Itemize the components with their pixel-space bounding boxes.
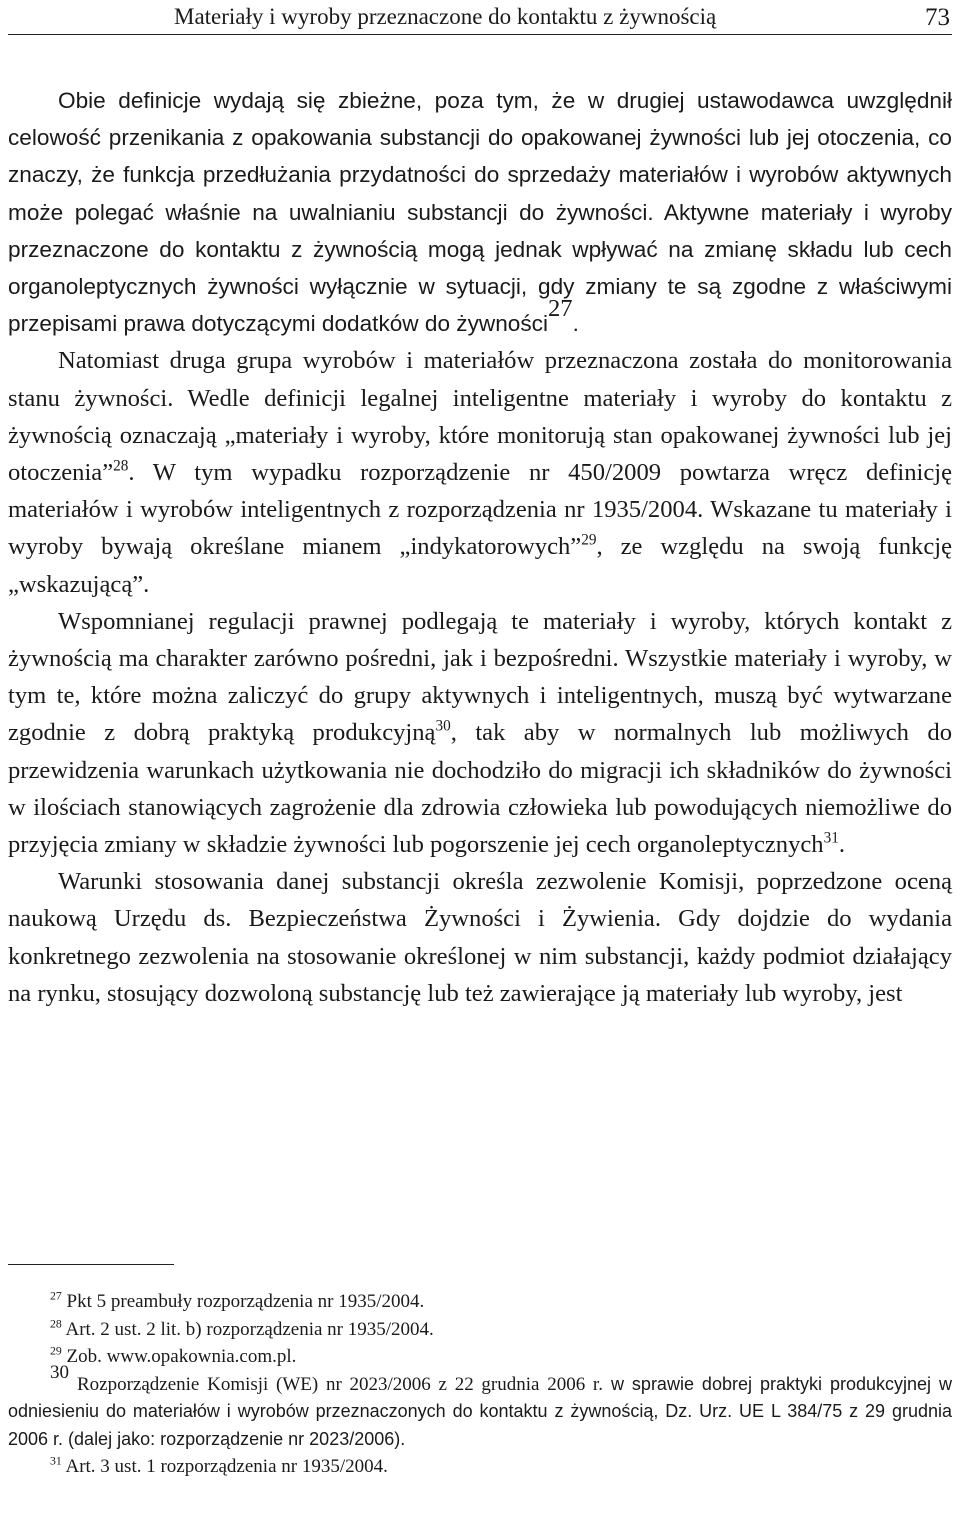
page-number: 73 xyxy=(925,4,950,31)
footnote-text: Pkt 5 preambuły rozporządzenia nr 1935/2004. xyxy=(66,1291,425,1312)
footnote-text: Zob. www.opakownia.com.pl. xyxy=(66,1346,297,1367)
paragraph-3-text-cont: , tak aby w normalnych lub możliwych do przewidzenia warunkach użytkowania nie dochodziło do migracji ich składników do żywności w ilościach stanowiących zagrożenie dla zdrowia człowieka lub powodujących niemożliwe do przyjęcia zmiany w składzie żywności lub pogorszenie jej cech organoleptycznych xyxy=(8,719,952,859)
paragraph-1 xyxy=(8,82,952,342)
running-title: Materiały i wyroby przeznaczone do kontaktu z żywnością xyxy=(174,4,717,29)
footnote-ref-28[interactable]: 28 xyxy=(113,457,129,475)
footnote-ref-27[interactable]: 27 xyxy=(547,294,573,322)
footnote-text: Rozporządzenie Komisji (WE) nr 2023/2006 z 22 grudnia 2006 r. xyxy=(76,1373,603,1395)
body-text xyxy=(8,82,952,1012)
paragraph-3 xyxy=(8,603,952,863)
footnote-number: 29 xyxy=(50,1344,62,1358)
paragraph-1-text: Obie definicje wydają się zbieżne, poza tym, że w drugiej ustawodawca uwzględnił celowość przenikania z opakowania substancji do opakowanej żywności lub jej otoczenia, co znaczy, że funkcja przedłużania przydatności do sprzedaży materiałów i wyrobów aktywnych może polegać właśnie na uwalnianiu substancji do żywności. Aktywne materiały i wyroby przeznaczone do kontaktu z żywnością mogą jednak wpływać na zmianę składu lub cech organoleptycznych żywności wyłącznie w sytuacji, gdy zmiany te są zgodne z właściwymi przepisami prawa dotyczącymi dodatków do żywności xyxy=(8,88,952,337)
footnotes xyxy=(8,1288,952,1481)
paragraph-2 xyxy=(8,342,952,602)
running-header xyxy=(8,0,952,35)
footnote-28 xyxy=(8,1316,952,1344)
footnote-ref-29[interactable]: 29 xyxy=(581,531,597,549)
paragraph-4-text: Warunki stosowania danej substancji określa zezwolenie Komisji, poprzedzone oceną naukową Urzędu ds. Bezpieczeństwa Żywności i Żywienia. Gdy dojdzie do wydania konkretnego zezwolenia na stosowanie określonej w nim substancji, każdy podmiot działający na rynku, stosujący dozwoloną substancję lub też zawierające ją materiały lub wyroby, jest xyxy=(8,868,952,1007)
footnote-31 xyxy=(8,1453,952,1481)
paragraph-3-end: . xyxy=(838,831,846,859)
footnote-separator xyxy=(8,1264,174,1265)
footnote-number: 30 xyxy=(50,1361,69,1383)
paragraph-1-end: . xyxy=(572,311,579,337)
footnote-text: Art. 3 ust. 1 rozporządzenia nr 1935/2004. xyxy=(65,1456,388,1477)
paragraph-2-text-cont: . W tym wypadku rozporządzenie nr 450/2009 powtarza wręcz definicję materiałów i wyrobów inteligentnych z rozporządzenia nr 1935/2004. Wskazane tu materiały i wyroby bywają określane mianem „indykatorowych” xyxy=(8,459,952,561)
paragraph-3-text: Wspomnianej regulacji prawnej podlegają te materiały i wyroby, których kontakt z żywnością ma charakter zarówno pośredni, jak i bezpośredni. Wszystkie materiały i wyroby, w tym te, które można zaliczyć do grupy aktywnych i inteligentnych, muszą być wytwarzane zgodnie z dobrą praktyką produkcyjną xyxy=(8,607,952,747)
footnote-text: Art. 2 ust. 2 lit. b) rozporządzenia nr 1935/2004. xyxy=(65,1318,434,1340)
paragraph-2-end: , ze względu na swoją funkcję „wskazującą”. xyxy=(8,533,952,598)
footnote-30 xyxy=(8,1361,952,1454)
footnote-number: 31 xyxy=(50,1454,62,1468)
footnote-27 xyxy=(8,1288,952,1316)
paragraph-2-text: Natomiast druga grupa wyrobów i materiałów przeznaczona została do monitorowania stanu żywności. Wedle definicji legalnej inteligentne materiały i wyroby do kontaktu z żywnością oznaczają „materiały i wyroby, które monitorują stan opakowanej żywności lub jej otoczenia” xyxy=(8,347,952,487)
footnote-ref-30[interactable]: 30 xyxy=(435,718,451,735)
footnote-ref-31[interactable]: 31 xyxy=(823,829,839,847)
paragraph-4 xyxy=(8,863,952,1012)
footnote-text-cont: w sprawie dobrej praktyki produkcyjnej w odniesieniu do materiałów i wyrobów przeznaczonych do kontaktu z żywnością, Dz. Urz. UE L 384/75 z 29 grudnia 2006 r. (dalej jako: rozporządzenie nr 2023/2006). xyxy=(8,1373,952,1449)
footnote-number: 27 xyxy=(50,1289,62,1303)
footnote-29 xyxy=(8,1343,952,1371)
footnote-number: 28 xyxy=(50,1317,62,1331)
